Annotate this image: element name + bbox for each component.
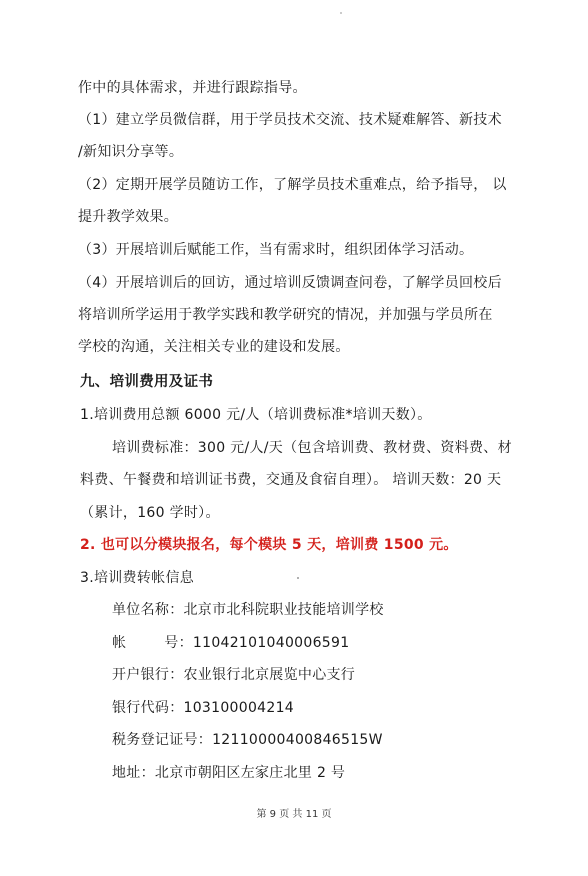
bank-code: 银行代码：103100004214 <box>112 700 294 716</box>
list-item-4-line: （4）开展培训后的回访，通过培训反馈调查问卷，了解学员回校后 <box>78 275 502 291</box>
section-heading: 九、培训费用及证书 <box>80 374 214 390</box>
fee-total-line: 1.培训费用总额 6000 元/人（培训费标准*培训天数）。 <box>80 407 432 423</box>
list-item-4-line: 将培训所学运用于教学实践和教学研究的情况，并加强与学员所在 <box>78 307 493 323</box>
list-item-2-line: （2）定期开展学员随访工作，了解学员技术重难点，给予指导， 以 <box>78 177 507 193</box>
list-item-1-line: （1）建立学员微信群，用于学员技术交流、技术疑难解答、新技术 <box>78 112 502 128</box>
list-item-3-line: （3）开展培训后赋能工作，当有需求时，组织团体学习活动。 <box>78 242 474 258</box>
module-registration-note: 2. 也可以分模块报名，每个模块 5 天，培训费 1500 元。 <box>80 537 458 553</box>
address: 地址：北京市朝阳区左家庄北里 2 号 <box>112 765 346 781</box>
list-item-2-line: 提升教学效果。 <box>78 209 179 225</box>
account-number: 帐 号：11042101040006591 <box>112 635 350 651</box>
account-name: 单位名称：北京市北科院职业技能培训学校 <box>112 602 384 618</box>
scan-speck <box>340 12 342 14</box>
list-item-4-line: 学校的沟通，关注相关专业的建设和发展。 <box>78 339 350 355</box>
fee-standard-line: 料费、午餐费和培训证书费，交通及食宿自理）。 培训天数：20 天 <box>80 472 502 488</box>
list-item-1-line: /新知识分享等。 <box>78 144 184 160</box>
page-number-footer: 第 9 页 共 11 页 <box>256 809 332 820</box>
scan-speck <box>297 577 299 579</box>
tax-registration-number: 税务登记证号：12110000400846515W <box>112 732 383 748</box>
paragraph-line: 作中的具体需求，并进行跟踪指导。 <box>78 80 307 96</box>
fee-standard-line: 培训费标准：300 元/人/天（包含培训费、教材费、资料费、材 <box>112 440 512 456</box>
fee-standard-line: （累计，160 学时）。 <box>80 505 220 521</box>
transfer-info-heading: 3.培训费转帐信息 <box>80 570 195 586</box>
bank-name: 开户银行：农业银行北京展览中心支行 <box>112 667 356 683</box>
